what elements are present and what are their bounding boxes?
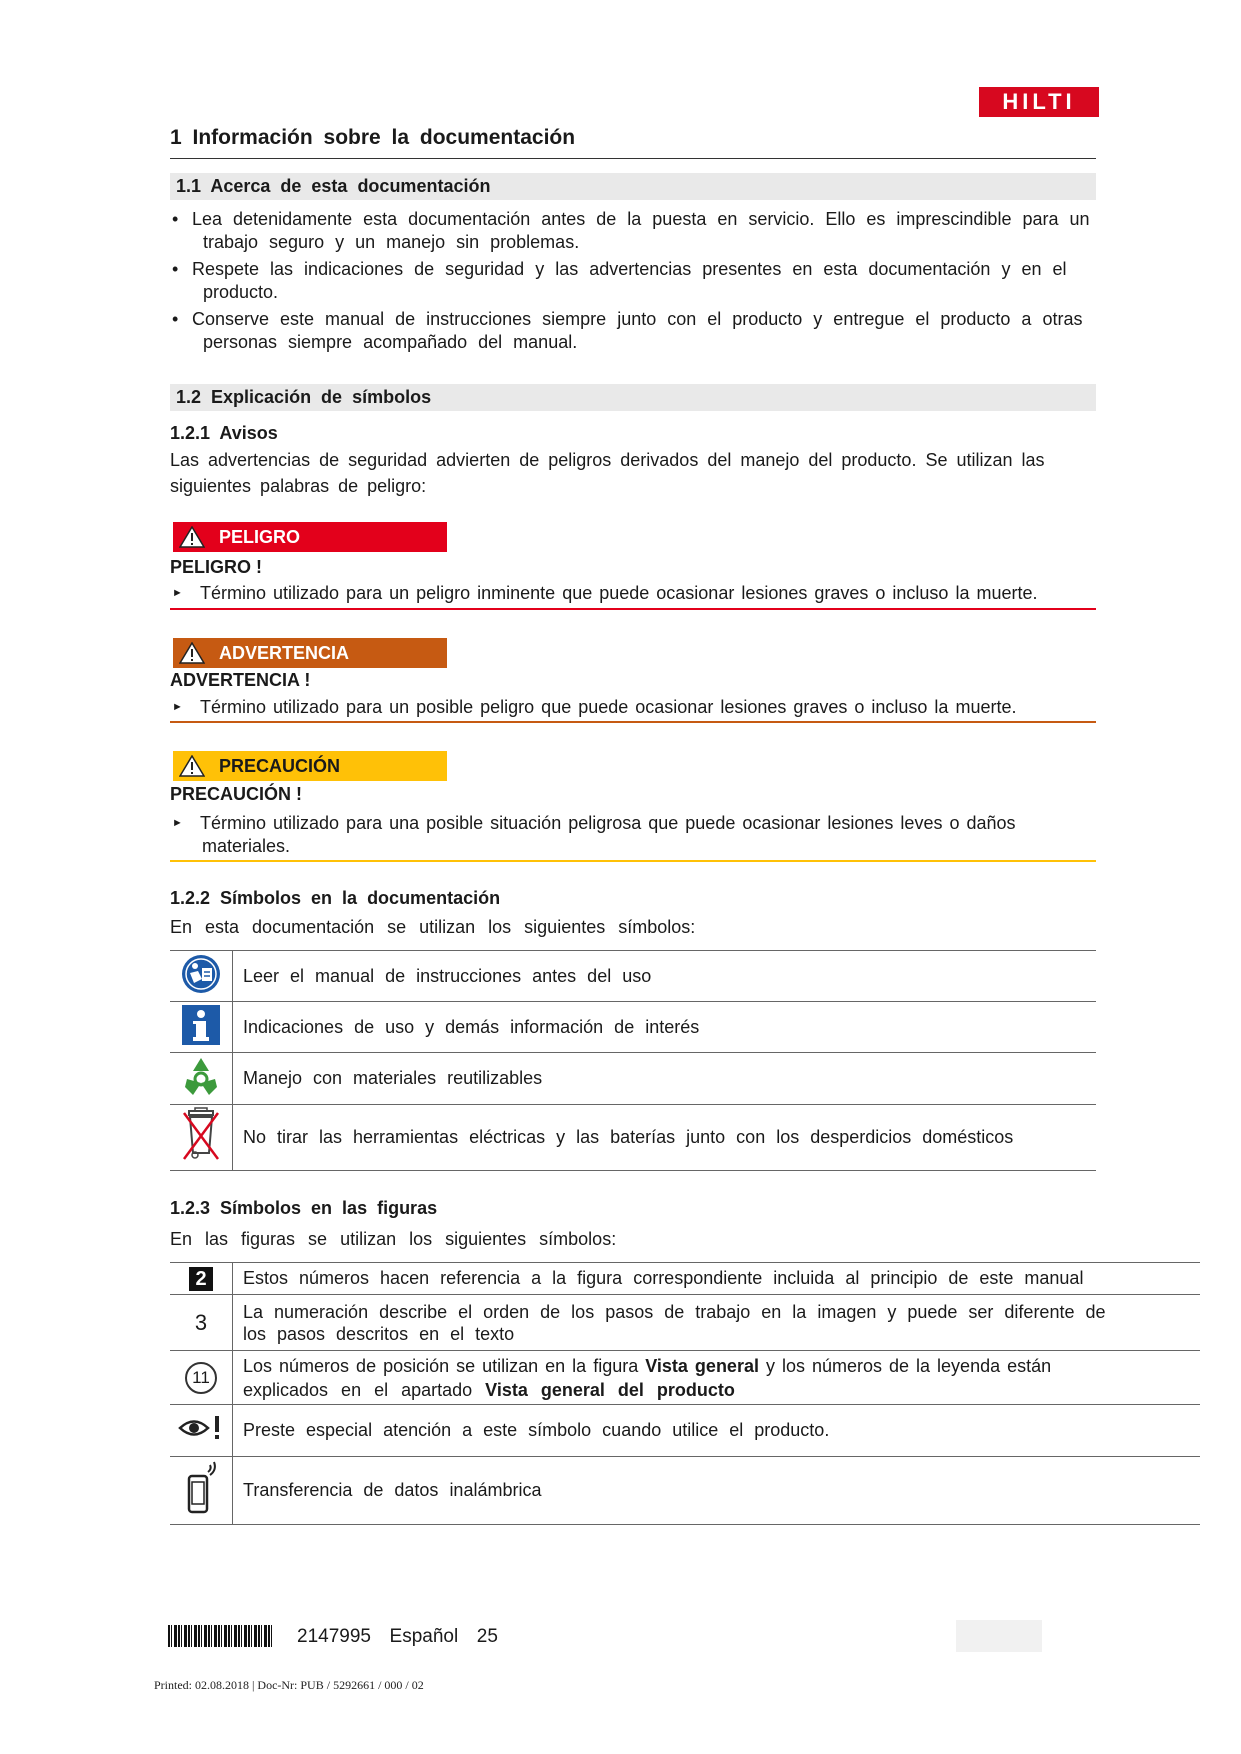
- page-footer: 2147995 Español 25: [297, 1626, 498, 1647]
- figure-symbols-intro: En las figuras se utilizan los siguientes símbolos:: [170, 1229, 617, 1249]
- warning-triangle-icon: [179, 526, 205, 548]
- table-row: [170, 1351, 1200, 1405]
- symbol-description: Leer el manual de instrucciones antes del uso: [233, 951, 1097, 1002]
- table-row: [170, 1002, 1096, 1053]
- table-row: [170, 1457, 1200, 1525]
- info-icon: [181, 1004, 221, 1046]
- logo-text: HILTI: [1002, 89, 1076, 114]
- table-row: [170, 951, 1096, 1002]
- barcode: [168, 1625, 272, 1647]
- caution-rule: [170, 860, 1096, 862]
- list-item: • Lea detenidamente esta documentación antes de la puesta en servicio. Ello es imprescindible para un trabajo seguro y un manejo sin problemas.: [172, 209, 1090, 252]
- table-row: [170, 1295, 1200, 1351]
- wireless-transfer-icon: [181, 1460, 221, 1516]
- section-1-2-3-title: 1.2.3 Símbolos en las figuras: [170, 1198, 438, 1218]
- section-title: 1 Información sobre la documentación: [170, 126, 1096, 159]
- symbol-description: Indicaciones de uso y demás información de interés: [233, 1002, 1097, 1053]
- doc-symbols-intro: En esta documentación se utilizan los siguientes símbolos:: [170, 917, 696, 937]
- list-item: • Respete las indicaciones de seguridad y las advertencias presentes en esta documentación y en el producto.: [172, 259, 1067, 302]
- warning-rule: [170, 721, 1096, 723]
- bullet-list: [170, 208, 1185, 358]
- symbol-description: La numeración describe el orden de los pasos de trabajo en la imagen y puede ser diferente de los pasos descritos en el texto: [233, 1295, 1201, 1351]
- symbol-description: Transferencia de datos inalámbrica: [233, 1457, 1201, 1525]
- symbol-description: Preste especial atención a este símbolo cuando utilice el producto.: [233, 1405, 1201, 1457]
- warning-triangle-icon: [179, 755, 205, 777]
- warning-badge: ADVERTENCIA: [173, 638, 447, 668]
- doc-symbols-table: [170, 950, 1096, 1171]
- step-number-icon: 3: [194, 1309, 208, 1335]
- crossed-bin-icon: [181, 1107, 221, 1163]
- danger-description: ► Término utilizado para un peligro inminente que puede ocasionar lesiones graves o incluso la muerte.: [172, 583, 1038, 603]
- warnings-intro: Las advertencias de seguridad advierten de peligros derivados del manejo del producto. Se utilizan las siguientes palabras de peligro:: [170, 450, 1045, 496]
- section-1-2-title: 1.2 Explicación de símbolos: [170, 384, 1096, 411]
- symbol-description: Estos números hacen referencia a la figura correspondiente incluida al principio de este manual: [233, 1263, 1201, 1295]
- hilti-logo: [979, 87, 1099, 117]
- list-item: • Conserve este manual de instrucciones siempre junto con el producto y entregue el producto a otras personas siempre acompañado del manual.: [172, 309, 1083, 352]
- print-info: Printed: 02.08.2018 | Doc-Nr: PUB / 5292661 / 000 / 02: [154, 1678, 424, 1692]
- warning-triangle-icon: [179, 642, 205, 664]
- eye-attention-icon: [178, 1413, 224, 1443]
- table-row: [170, 1263, 1200, 1295]
- symbol-description: Los números de posición se utilizan en la figura Vista general y los números de la leyenda están explicados en el apartado Vista general del producto: [233, 1351, 1201, 1405]
- read-manual-icon: [180, 953, 222, 995]
- warning-description: ► Término utilizado para un posible peligro que puede ocasionar lesiones graves o incluso la muerte.: [172, 697, 1017, 717]
- caution-signal-word: PRECAUCIÓN !: [170, 784, 303, 804]
- section-1-1-title: 1.1 Acerca de esta documentación: [170, 173, 1096, 200]
- danger-signal-word: PELIGRO !: [170, 557, 263, 577]
- caution-description: ► Término utilizado para una posible situación peligrosa que puede ocasionar lesiones leves o daños materiales.: [172, 813, 1016, 856]
- recycle-icon: [179, 1055, 223, 1097]
- position-number-icon: 11: [185, 1362, 217, 1394]
- figure-symbols-table: [170, 1262, 1200, 1525]
- table-row: [170, 1053, 1096, 1105]
- section-1-2-1-title: 1.2.1 Avisos: [170, 423, 278, 443]
- section-1-2-2-title: 1.2.2 Símbolos en la documentación: [170, 888, 501, 908]
- figure-number-icon: 2: [189, 1267, 213, 1291]
- symbol-description: No tirar las herramientas eléctricas y las baterías junto con los desperdicios domésticos: [233, 1105, 1097, 1171]
- symbol-description: Manejo con materiales reutilizables: [233, 1053, 1097, 1105]
- warning-signal-word: ADVERTENCIA !: [170, 670, 311, 690]
- caution-badge: PRECAUCIÓN: [173, 751, 447, 781]
- footer-gray-box: [956, 1620, 1042, 1652]
- danger-rule: [170, 608, 1096, 610]
- table-row: [170, 1105, 1096, 1171]
- table-row: [170, 1405, 1200, 1457]
- danger-badge: PELIGRO: [173, 522, 447, 552]
